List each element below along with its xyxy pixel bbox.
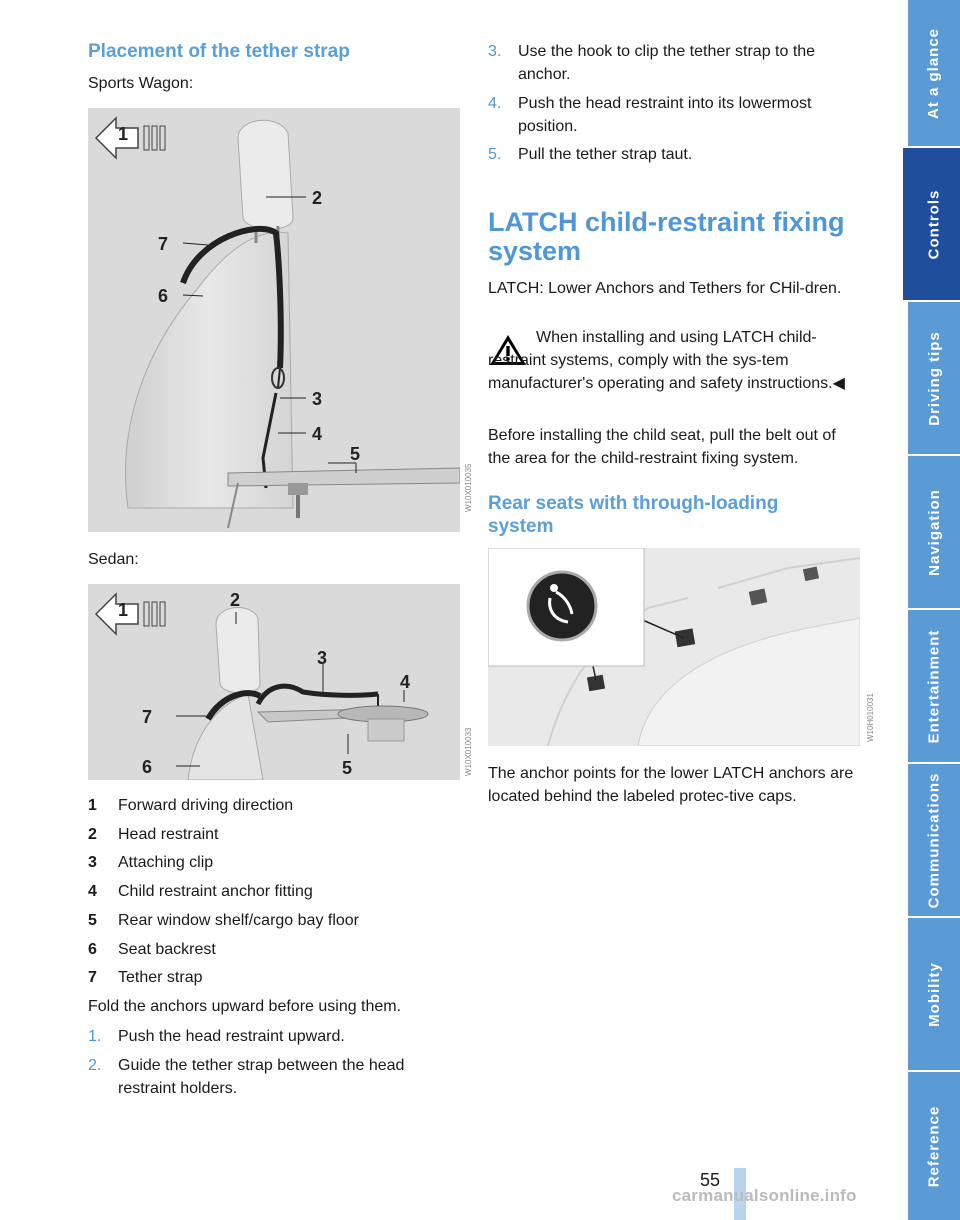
- step-4: [488, 92, 863, 138]
- legend-num: 7: [88, 969, 97, 986]
- figure3-code: W10H010031: [866, 693, 875, 742]
- step-text: Pull the tether strap taut.: [518, 146, 693, 163]
- page-number: 55: [700, 1170, 721, 1190]
- legend-text: Tether strap: [118, 969, 203, 986]
- legend-item: [88, 853, 213, 873]
- fig1-callout-7: 7: [158, 234, 169, 254]
- tab-mobility[interactable]: [908, 918, 960, 1072]
- figure-rear-seats: [488, 548, 860, 746]
- fig2-callout-5: 5: [342, 758, 353, 778]
- legend-item: [88, 882, 313, 902]
- sedan-illustration: [88, 584, 460, 780]
- tab-reference[interactable]: [908, 1072, 960, 1220]
- legend-item: [88, 796, 293, 816]
- legend-text: Child restraint anchor fitting: [118, 883, 313, 900]
- legend-num: 3: [88, 854, 97, 871]
- tab-navigation[interactable]: [908, 456, 960, 610]
- step-2: [88, 1054, 463, 1100]
- anchor-points-text: The anchor points for the lower LATCH anchors are located behind the labeled protec-tive caps.: [488, 765, 854, 805]
- legend-text: Seat backrest: [118, 941, 216, 958]
- tab-label: Communications: [925, 772, 943, 908]
- fig1-callout-2: 2: [312, 188, 323, 208]
- legend-num: 2: [88, 826, 97, 843]
- subheading-rear-seats: Rear seats with through-loading system: [488, 493, 779, 537]
- legend-num: 5: [88, 912, 97, 929]
- fig1-callout-3: 3: [312, 389, 323, 409]
- legend-text: Forward driving direction: [118, 797, 294, 814]
- fig2-callout-7: 7: [142, 707, 153, 727]
- step-number: 5.: [488, 146, 502, 163]
- step-number: 2.: [88, 1057, 102, 1074]
- step-text: Guide the tether strap between the head restraint holders.: [118, 1057, 405, 1097]
- tab-driving-tips[interactable]: [908, 302, 960, 456]
- fig2-callout-1: 1: [118, 600, 129, 620]
- legend-text: Rear window shelf/cargo bay floor: [118, 912, 360, 929]
- step-3: [488, 40, 863, 86]
- tab-label: Mobility: [925, 961, 943, 1027]
- step-1: [88, 1025, 463, 1048]
- tab-communications[interactable]: [908, 764, 960, 918]
- figure-sports-wagon: [88, 108, 460, 532]
- tab-label: Controls: [925, 189, 943, 259]
- latch-definition: LATCH: Lower Anchors and Tethers for CHil-dren.: [488, 280, 842, 297]
- step-text: Use the hook to clip the tether strap to the anchor.: [518, 43, 816, 83]
- tab-label: Navigation: [925, 488, 943, 576]
- fig2-callout-6: 6: [142, 757, 153, 777]
- rear-seats-illustration: [488, 548, 860, 746]
- chapter-sidebar: [908, 0, 960, 1220]
- tab-label: Entertainment: [925, 629, 943, 743]
- step-number: 3.: [488, 43, 502, 60]
- legend-text: Head restraint: [118, 826, 219, 843]
- legend-num: 1: [88, 797, 97, 814]
- section-heading-latch: LATCH child-restraint fixing system: [488, 207, 845, 266]
- step-text: Push the head restraint into its lowermost position.: [518, 95, 812, 135]
- legend-item: [88, 825, 219, 845]
- step-5: [488, 143, 863, 166]
- sports-wagon-label: Sports Wagon:: [88, 75, 194, 92]
- tab-at-a-glance[interactable]: [908, 0, 960, 148]
- tab-controls[interactable]: [908, 148, 960, 302]
- watermark: carmanualsonline.info: [672, 1186, 857, 1205]
- fig1-callout-4: 4: [312, 424, 323, 444]
- before-installing-text: Before installing the child seat, pull the belt out of the area for the child-restraint fixing system.: [488, 427, 836, 467]
- tab-label: At a glance: [925, 27, 943, 119]
- tab-label: Driving tips: [925, 330, 943, 426]
- legend-item: [88, 911, 359, 931]
- fig2-callout-3: 3: [317, 648, 328, 668]
- fig1-callout-6: 6: [158, 286, 169, 306]
- tab-entertainment[interactable]: [908, 610, 960, 764]
- legend-item: [88, 940, 216, 960]
- legend-num: 4: [88, 883, 97, 900]
- tab-label: Reference: [925, 1105, 943, 1187]
- figure2-code: W10X010033: [464, 727, 473, 776]
- step-text: Push the head restraint upward.: [118, 1028, 345, 1045]
- fig1-callout-1: 1: [118, 124, 129, 144]
- legend-num: 6: [88, 941, 97, 958]
- fig2-callout-2: 2: [230, 590, 241, 610]
- step-number: 4.: [488, 95, 502, 112]
- sedan-label: Sedan:: [88, 551, 139, 568]
- fold-instruction: Fold the anchors upward before using them.: [88, 998, 402, 1015]
- fig2-callout-4: 4: [400, 672, 411, 692]
- sports-wagon-illustration: [88, 108, 460, 532]
- fig1-callout-5: 5: [350, 444, 361, 464]
- legend-text: Attaching clip: [118, 854, 214, 871]
- warning-text: When installing and using LATCH child-restraint systems, comply with the sys-tem manufacturer's operating and safety instructions.◀: [488, 329, 845, 392]
- step-number: 1.: [88, 1028, 102, 1045]
- section-heading-tether-placement: Placement of the tether strap: [88, 41, 350, 62]
- figure-sedan: [88, 584, 460, 780]
- legend-item: [88, 968, 202, 988]
- figure1-code: W10X010035: [464, 463, 473, 512]
